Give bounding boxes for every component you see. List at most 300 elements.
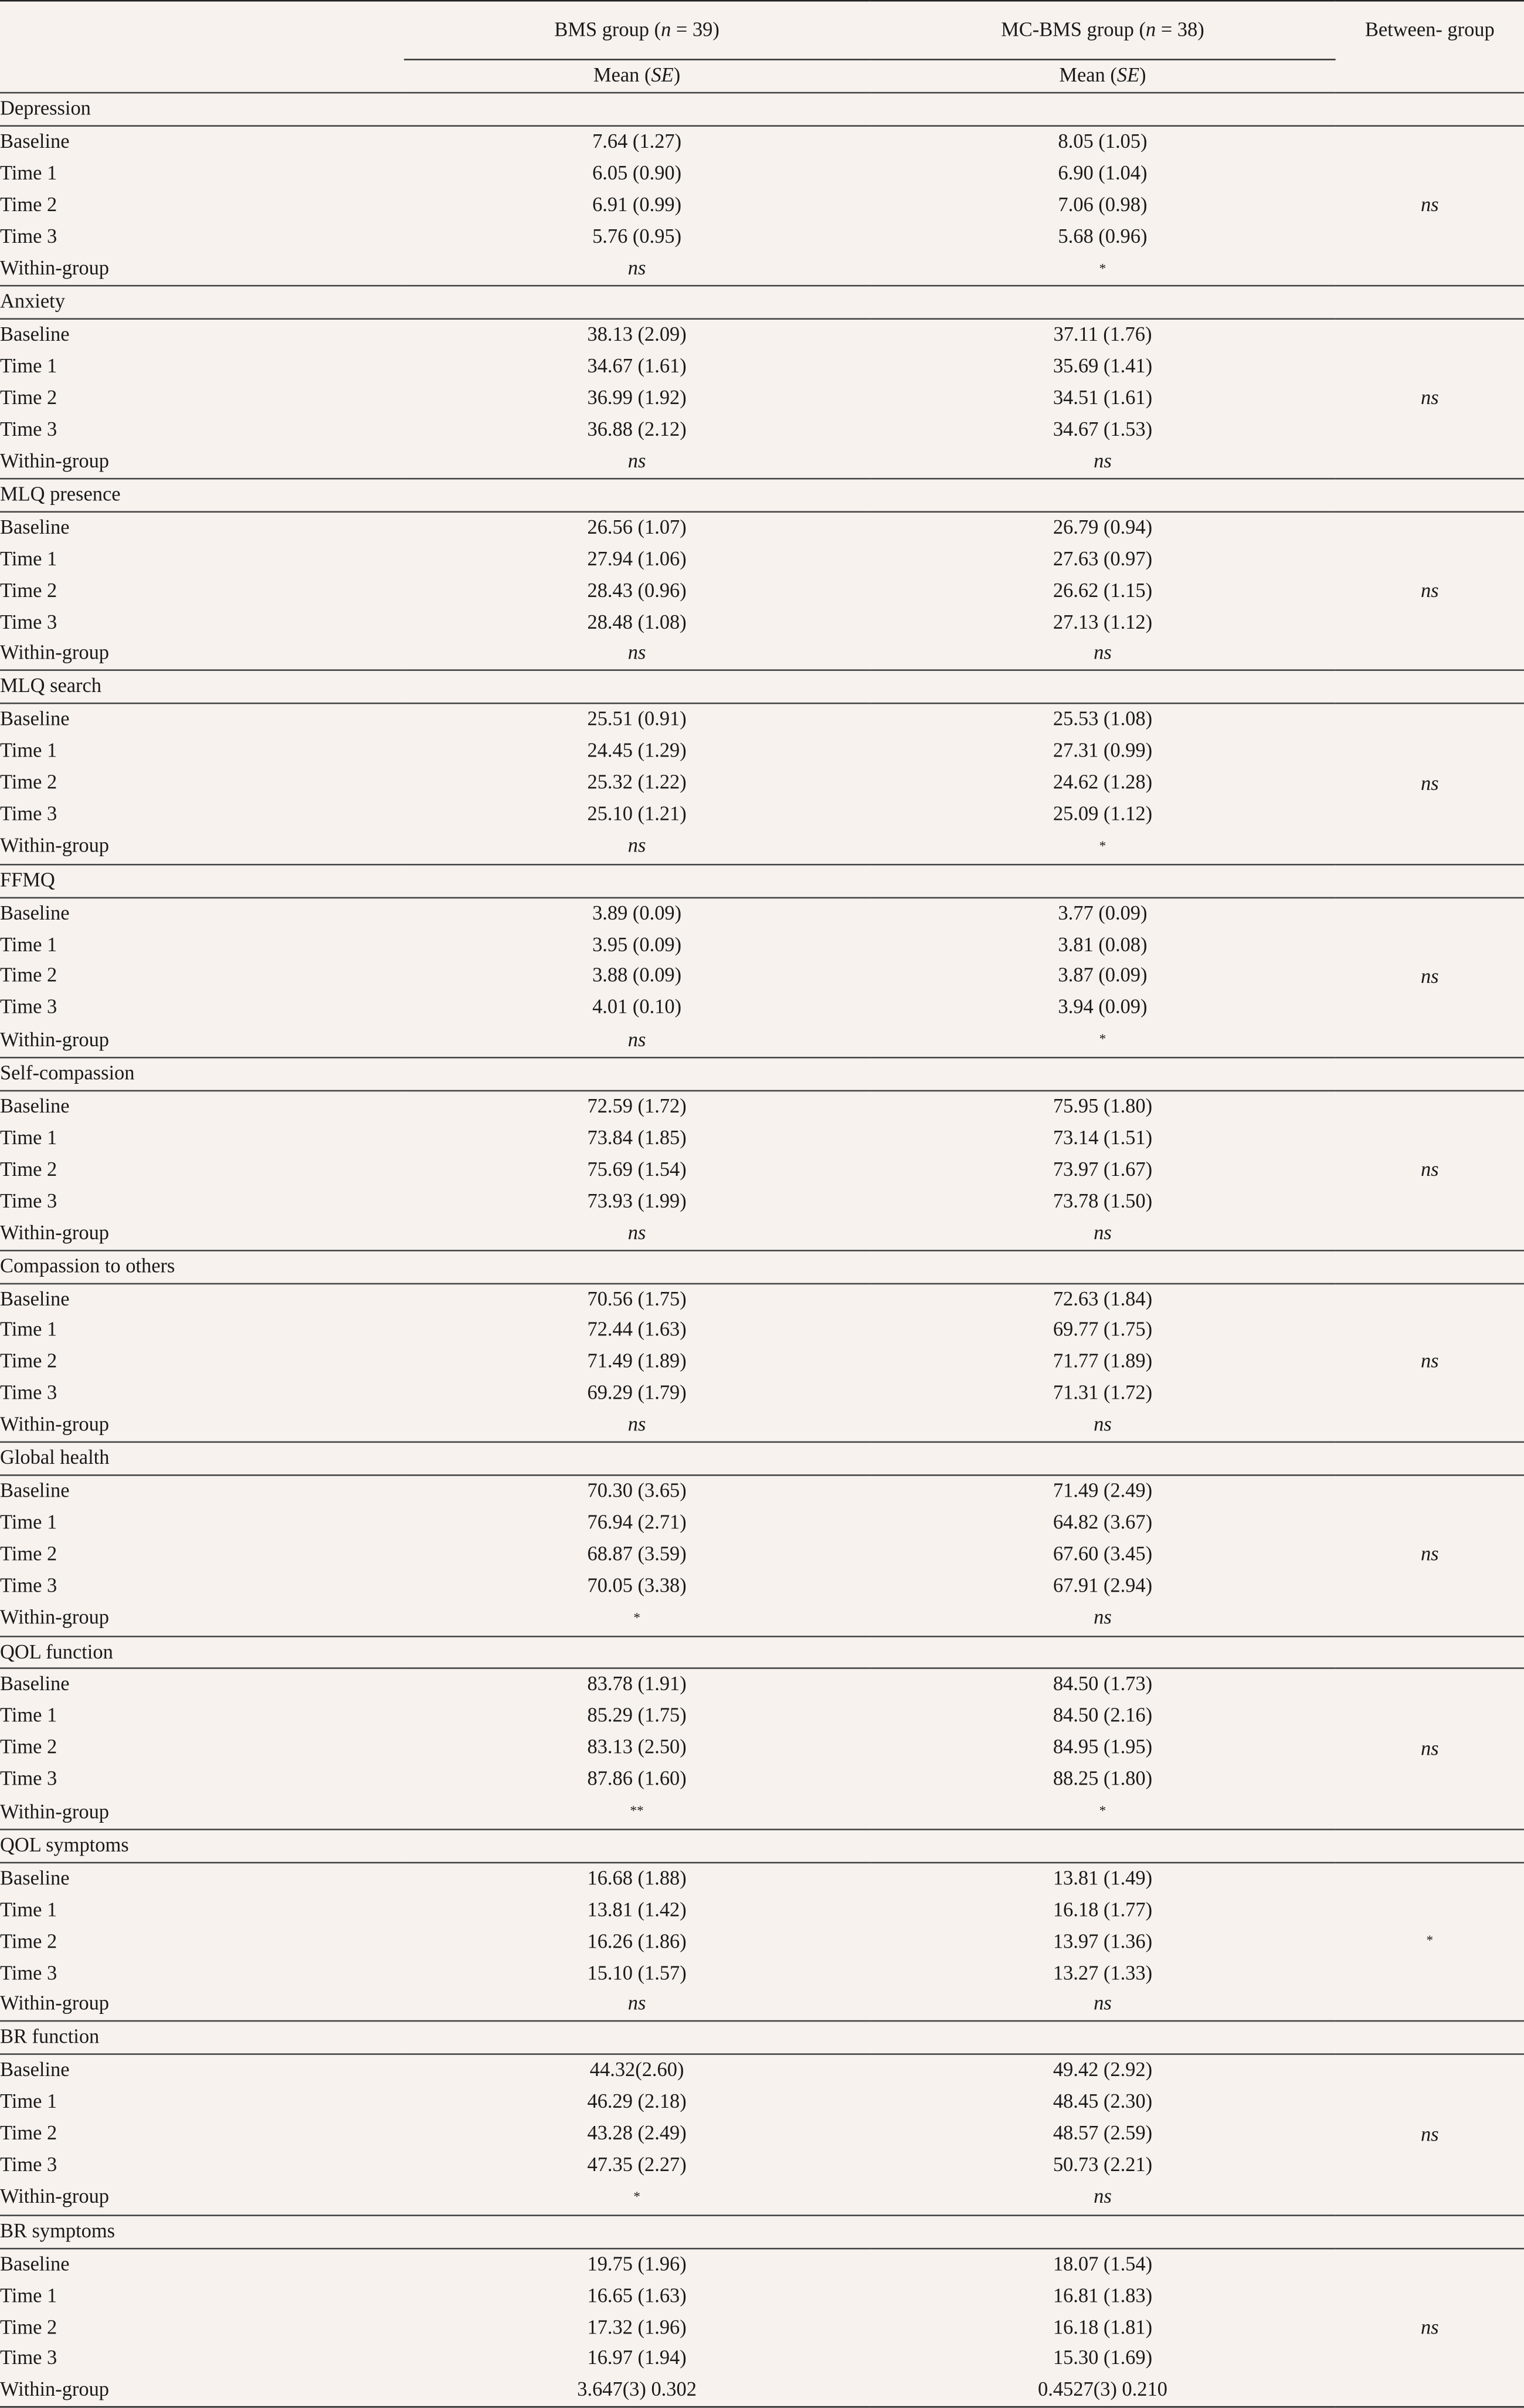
mc-value-cell [870, 2087, 1335, 2118]
section-title: Compassion to others [0, 1250, 1524, 1283]
mc-value: 73.14 (1.51) [1053, 1126, 1153, 1149]
mc-value: 13.81 (1.49) [1053, 1866, 1153, 1889]
bms-value: 25.10 (1.21) [587, 802, 687, 825]
row-label: Time 1 [0, 2283, 57, 2307]
bms-value-cell [404, 992, 870, 1024]
mc-value-cell [870, 2281, 1335, 2312]
row-label: Time 3 [0, 995, 57, 1019]
mc-value: 26.62 (1.15) [1053, 578, 1153, 601]
between-group-value: * [1426, 1933, 1434, 1948]
bms-value-cell [404, 1091, 870, 1123]
mc-value: 71.49 (2.49) [1053, 1478, 1153, 1502]
bms-value: 19.75 (1.96) [587, 2251, 687, 2275]
table-row [0, 415, 1524, 446]
table-row [0, 2182, 1524, 2216]
table-row [0, 1989, 1524, 2022]
mean-close: ) [673, 63, 681, 86]
row-label: Within-group [0, 1413, 110, 1436]
section-title: BR symptoms [0, 2215, 1524, 2248]
row-label: Time 1 [0, 2090, 57, 2113]
between-group-cell [1336, 320, 1524, 479]
bms-value-cell [404, 383, 870, 415]
mc-value-cell [870, 1091, 1335, 1123]
bms-value-cell [404, 575, 870, 607]
table-row [0, 2118, 1524, 2150]
bms-value: 71.49 (1.89) [587, 1349, 687, 1373]
row-label: Time 3 [0, 2346, 57, 2369]
bms-value: * [633, 1609, 640, 1625]
table-row [0, 1123, 1524, 1155]
between-group-cell [1336, 1669, 1524, 1830]
mc-value-cell [870, 1958, 1335, 1989]
mc-value-cell [870, 1123, 1335, 1155]
table-row [0, 1091, 1524, 1123]
mc-value: 48.45 (2.30) [1053, 2090, 1153, 2113]
between-group-value: ns [1420, 1158, 1439, 1181]
table-row [0, 1796, 1524, 1830]
table-row [0, 1539, 1524, 1571]
mc-value-cell [870, 1926, 1335, 1958]
mc-value: 16.18 (1.77) [1053, 1897, 1153, 1921]
bms-value: ns [627, 1027, 646, 1051]
table-row [0, 1895, 1524, 1927]
between-group-cell [1336, 1283, 1524, 1442]
mc-value: * [1099, 837, 1106, 853]
mc-value-cell [870, 1155, 1335, 1186]
mc-value: 26.79 (0.94) [1053, 515, 1153, 538]
bms-value-cell [404, 1315, 870, 1347]
mc-value-cell [870, 704, 1335, 736]
bms-value: ns [627, 1413, 646, 1436]
mc-value-cell [870, 1863, 1335, 1895]
bms-value: 85.29 (1.75) [587, 1704, 687, 1727]
bms-value: 87.86 (1.60) [587, 1767, 687, 1790]
table-row [0, 1669, 1524, 1701]
mc-value-cell [870, 992, 1335, 1024]
bms-value: 38.13 (2.09) [587, 323, 687, 346]
bms-value-cell [404, 446, 870, 479]
mc-value: * [1099, 260, 1106, 276]
mc-value-cell [870, 2248, 1335, 2280]
bms-value: 27.94 (1.06) [587, 547, 687, 569]
mc-value-cell [870, 1186, 1335, 1218]
row-label: Baseline [0, 515, 70, 538]
row-label: Baseline [0, 2058, 70, 2081]
mc-value: 8.05 (1.05) [1058, 129, 1148, 152]
row-label: Within-group [0, 1606, 110, 1629]
table-row [0, 1217, 1524, 1250]
bms-value: 13.81 (1.42) [587, 1897, 687, 1921]
between-group-cell [1336, 2054, 1524, 2215]
row-label: Time 1 [0, 547, 57, 569]
bms-value-cell [404, 2118, 870, 2150]
row-label: Time 1 [0, 161, 57, 184]
mc-value: 35.69 (1.41) [1053, 354, 1153, 378]
mc-value-cell [870, 1732, 1335, 1764]
table-row [0, 799, 1524, 830]
header-bms-mean-se [404, 60, 870, 93]
mc-value: 71.77 (1.89) [1053, 1349, 1153, 1373]
table-row [0, 704, 1524, 736]
bms-value: 44.32(2.60) [589, 2058, 684, 2081]
mc-value: 34.67 (1.53) [1053, 418, 1153, 440]
bms-value-cell [404, 320, 870, 352]
between-group-cell [1336, 1863, 1524, 2022]
table-body [0, 93, 1524, 2407]
bms-value: 76.94 (2.71) [587, 1510, 687, 1534]
section-title: MLQ presence [0, 479, 1524, 511]
bms-n-value: = 39) [671, 17, 719, 40]
mc-value: 27.63 (0.97) [1053, 547, 1153, 569]
mc-value: 24.62 (1.28) [1053, 770, 1153, 793]
mc-value: 16.81 (1.83) [1053, 2283, 1153, 2307]
bms-value: 36.88 (2.12) [587, 418, 687, 440]
table-row [0, 2054, 1524, 2087]
section-title: Anxiety [0, 286, 1524, 319]
bms-value: 24.45 (1.29) [587, 738, 687, 762]
mc-value: 84.50 (1.73) [1053, 1672, 1153, 1695]
mean-close: ) [1139, 63, 1146, 86]
bms-value-cell [404, 221, 870, 253]
between-group-value: ns [1420, 1349, 1439, 1373]
mc-value-cell [870, 1347, 1335, 1379]
table-row [0, 992, 1524, 1024]
mc-value: 69.77 (1.75) [1053, 1318, 1153, 1341]
table-row [0, 736, 1524, 768]
row-label: Baseline [0, 707, 70, 730]
bms-value: 3.88 (0.09) [592, 964, 682, 987]
mc-value: * [1099, 1032, 1106, 1047]
bms-value-cell [404, 1732, 870, 1764]
row-label: Time 3 [0, 224, 57, 247]
row-label: Time 2 [0, 192, 57, 215]
bms-value: 34.67 (1.61) [587, 354, 687, 378]
row-label: Time 3 [0, 802, 57, 825]
table-row [0, 930, 1524, 961]
between-group-value: ns [1420, 771, 1439, 794]
bms-value-cell [404, 736, 870, 768]
table-row [0, 1315, 1524, 1347]
bms-value-cell [404, 930, 870, 961]
row-label: Time 2 [0, 770, 57, 793]
mc-value: 25.09 (1.12) [1053, 802, 1153, 825]
bms-value: 26.56 (1.07) [587, 515, 687, 538]
row-label: Baseline [0, 129, 70, 152]
bms-value: 46.29 (2.18) [587, 2090, 687, 2113]
bms-value: 47.35 (2.27) [587, 2152, 687, 2176]
mc-value: 72.63 (1.84) [1053, 1287, 1153, 1310]
bms-value: 16.65 (1.63) [587, 2283, 687, 2307]
bms-value-cell [404, 961, 870, 993]
bms-value: * [633, 2189, 640, 2204]
mc-value-cell [870, 1378, 1335, 1410]
mc-value-cell [870, 2118, 1335, 2150]
section-header-row [0, 2215, 1524, 2248]
bms-value-cell [404, 768, 870, 799]
row-label: Within-group [0, 641, 110, 664]
mc-value: 84.95 (1.95) [1053, 1735, 1153, 1758]
mc-value: 6.90 (1.04) [1058, 161, 1148, 184]
bms-value: 25.51 (0.91) [587, 707, 687, 730]
mc-value-cell [870, 930, 1335, 961]
bms-value-cell [404, 415, 870, 446]
table-row [0, 768, 1524, 799]
row-label: Within-group [0, 1027, 110, 1051]
between-group-value: ns [1420, 2122, 1439, 2145]
bms-value-cell [404, 1024, 870, 1058]
mc-value-cell [870, 189, 1335, 221]
mc-n-value: = 38) [1156, 17, 1204, 40]
mc-value-cell [870, 830, 1335, 864]
between-group-cell [1336, 1475, 1524, 1636]
mc-value-cell [870, 1669, 1335, 1701]
bms-value-cell [404, 1863, 870, 1895]
mc-value-cell [870, 897, 1335, 930]
mc-value: 5.68 (0.96) [1058, 224, 1148, 247]
bms-value-cell [404, 897, 870, 930]
bms-value-cell [404, 544, 870, 575]
row-label: Time 2 [0, 2315, 57, 2338]
bms-value-cell [404, 1895, 870, 1927]
table-row [0, 1347, 1524, 1379]
table-row [0, 544, 1524, 575]
mc-value-cell [870, 607, 1335, 639]
mc-value: 16.18 (1.81) [1053, 2315, 1153, 2338]
bms-value: 4.01 (0.10) [592, 995, 682, 1019]
bms-value: 16.97 (1.94) [587, 2346, 687, 2369]
row-label: Within-group [0, 1220, 110, 1244]
mc-value-cell [870, 511, 1335, 544]
section-title: Self-compassion [0, 1058, 1524, 1091]
mc-value-cell [870, 736, 1335, 768]
row-label: Time 1 [0, 932, 57, 955]
mc-value-cell [870, 1410, 1335, 1442]
mc-value: 27.13 (1.12) [1053, 609, 1153, 633]
section-header-row [0, 93, 1524, 126]
bms-value: 83.13 (2.50) [587, 1735, 687, 1758]
row-label: Time 1 [0, 1126, 57, 1149]
section-header-row [0, 1058, 1524, 1091]
mc-value-cell [870, 253, 1335, 287]
table-row [0, 383, 1524, 415]
mc-value: 73.97 (1.67) [1053, 1158, 1153, 1181]
mc-value-cell [870, 638, 1335, 670]
mc-value: 37.11 (1.76) [1053, 323, 1152, 346]
mc-value-cell [870, 1701, 1335, 1733]
bms-value: 36.99 (1.92) [587, 386, 687, 409]
row-label: Within-group [0, 1992, 110, 2015]
bms-value: 25.32 (1.22) [587, 770, 687, 793]
section-title: Depression [0, 93, 1524, 126]
section-header-row [0, 670, 1524, 703]
row-label: Within-group [0, 2185, 110, 2208]
bms-value-cell [404, 2343, 870, 2375]
mc-value: 7.06 (0.98) [1058, 192, 1148, 215]
bms-value: 3.95 (0.09) [592, 932, 682, 955]
bms-value-cell [404, 1217, 870, 1250]
between-group-cell [1336, 1091, 1524, 1250]
row-label: Time 1 [0, 1318, 57, 1341]
mc-value: ns [1094, 1220, 1112, 1244]
bms-value: ns [627, 1220, 646, 1244]
mc-value-cell [870, 2375, 1335, 2407]
bms-value: 83.78 (1.91) [587, 1672, 687, 1695]
table-row [0, 607, 1524, 639]
table-row [0, 126, 1524, 158]
mc-value-cell [870, 446, 1335, 479]
section-header-row [0, 1636, 1524, 1668]
mc-value-cell [870, 1602, 1335, 1636]
row-label: Time 1 [0, 354, 57, 378]
section-title: Global health [0, 1442, 1524, 1475]
between-group-cell [1336, 704, 1524, 864]
row-label: Time 1 [0, 1704, 57, 1727]
bms-value-cell [404, 1764, 870, 1796]
table-row [0, 1571, 1524, 1602]
mc-value-cell [870, 126, 1335, 158]
section-header-row [0, 1829, 1524, 1862]
row-label: Time 2 [0, 1158, 57, 1181]
bms-value-cell [404, 1989, 870, 2022]
bms-value-cell [404, 1507, 870, 1539]
bms-value: ns [627, 256, 646, 279]
mc-value: ns [1094, 449, 1112, 472]
mc-value-cell [870, 1315, 1335, 1347]
row-label: Within-group [0, 2378, 110, 2401]
row-label: Time 3 [0, 1381, 57, 1404]
table-row [0, 2312, 1524, 2343]
bms-value-cell [404, 2248, 870, 2280]
mc-value-cell [870, 1217, 1335, 1250]
mc-value: 13.97 (1.36) [1053, 1929, 1153, 1952]
between-group-value: ns [1420, 386, 1439, 409]
mc-value: 64.82 (3.67) [1053, 1510, 1153, 1534]
mc-value-cell [870, 158, 1335, 189]
bms-value-cell [404, 1701, 870, 1733]
section-header-row [0, 479, 1524, 511]
row-label: Baseline [0, 901, 70, 924]
header-bms-group [404, 1, 870, 59]
bms-value-cell [404, 704, 870, 736]
table-row [0, 2281, 1524, 2312]
row-label: Time 2 [0, 386, 57, 409]
bms-value: 73.93 (1.99) [587, 1189, 687, 1212]
table-row [0, 1186, 1524, 1218]
bms-value-cell [404, 2281, 870, 2312]
bms-value: 72.44 (1.63) [587, 1318, 687, 1341]
row-label: Time 3 [0, 418, 57, 440]
bms-value: 6.05 (0.90) [592, 161, 682, 184]
between-group-value: ns [1420, 2315, 1439, 2338]
header-mc-group [870, 1, 1335, 59]
bms-value-cell [404, 1123, 870, 1155]
bms-value: 16.26 (1.86) [587, 1929, 687, 1952]
row-label: Baseline [0, 1287, 70, 1310]
bms-value: 16.68 (1.88) [587, 1866, 687, 1889]
section-title: BR function [0, 2022, 1524, 2054]
table-row [0, 1283, 1524, 1315]
bms-value: 5.76 (0.95) [592, 224, 682, 247]
bms-value-cell [404, 1958, 870, 1989]
section-header-row [0, 1250, 1524, 1283]
mc-value: 84.50 (2.16) [1053, 1704, 1153, 1727]
header-row-stats [0, 60, 1524, 93]
bms-value-cell [404, 1602, 870, 1636]
mc-value: 3.77 (0.09) [1058, 901, 1148, 924]
bms-value: 68.87 (3.59) [587, 1542, 687, 1565]
mean-label: Mean ( [593, 63, 651, 86]
bms-value-cell [404, 2182, 870, 2216]
row-label: Within-group [0, 449, 110, 472]
table-row [0, 2343, 1524, 2375]
mean-label: Mean ( [1059, 63, 1117, 86]
row-label: Time 2 [0, 1929, 57, 1952]
bms-value-cell [404, 2054, 870, 2087]
mc-value-cell [870, 1796, 1335, 1830]
table-row [0, 1475, 1524, 1507]
mc-value: 3.94 (0.09) [1058, 995, 1148, 1019]
bms-value: 3.89 (0.09) [592, 901, 682, 924]
mc-value-cell [870, 1539, 1335, 1571]
mc-value: 3.81 (0.08) [1058, 932, 1148, 955]
table-row [0, 2087, 1524, 2118]
row-label: Within-group [0, 256, 110, 279]
mc-value-cell [870, 2343, 1335, 2375]
table-row [0, 1155, 1524, 1186]
section-header-row [0, 864, 1524, 897]
mc-value: 49.42 (2.92) [1053, 2058, 1153, 2081]
section-header-row [0, 286, 1524, 319]
row-label: Time 3 [0, 1961, 57, 1983]
bms-value: ns [627, 1992, 646, 2015]
bms-value-cell [404, 1155, 870, 1186]
mc-value: 75.95 (1.80) [1053, 1094, 1153, 1118]
mc-value: 73.78 (1.50) [1053, 1189, 1153, 1212]
table-row [0, 897, 1524, 930]
header-mc-mean-se [870, 60, 1335, 93]
section-title: MLQ search [0, 670, 1524, 703]
row-label: Time 1 [0, 738, 57, 762]
mc-value: 67.91 (2.94) [1053, 1573, 1153, 1596]
bms-group-label: BMS group ( [554, 17, 661, 40]
row-label: Time 3 [0, 1189, 57, 1212]
table-row [0, 189, 1524, 221]
bms-value: 6.91 (0.99) [592, 192, 682, 215]
bms-value-cell [404, 189, 870, 221]
bms-value: 7.64 (1.27) [592, 129, 682, 152]
row-label: Time 2 [0, 1735, 57, 1758]
se-label: SE [1116, 63, 1140, 86]
mc-value-cell [870, 2182, 1335, 2216]
row-label: Time 3 [0, 1767, 57, 1790]
bms-value-cell [404, 126, 870, 158]
table-row [0, 1378, 1524, 1410]
mc-value: 13.27 (1.33) [1053, 1961, 1153, 1983]
mc-value: ns [1094, 2185, 1112, 2208]
bms-value: 73.84 (1.85) [587, 1126, 687, 1149]
mc-value: 25.53 (1.08) [1053, 707, 1153, 730]
bms-value-cell [404, 1186, 870, 1218]
row-label: Within-group [0, 834, 110, 857]
bms-value-cell [404, 1347, 870, 1379]
table-row [0, 1732, 1524, 1764]
row-label: Time 1 [0, 1897, 57, 1921]
bms-value: 70.05 (3.38) [587, 1573, 687, 1596]
mc-value-cell [870, 544, 1335, 575]
mc-value: 18.07 (1.54) [1053, 2251, 1153, 2275]
between-group-cell [1336, 126, 1524, 286]
section-header-row [0, 2022, 1524, 2054]
